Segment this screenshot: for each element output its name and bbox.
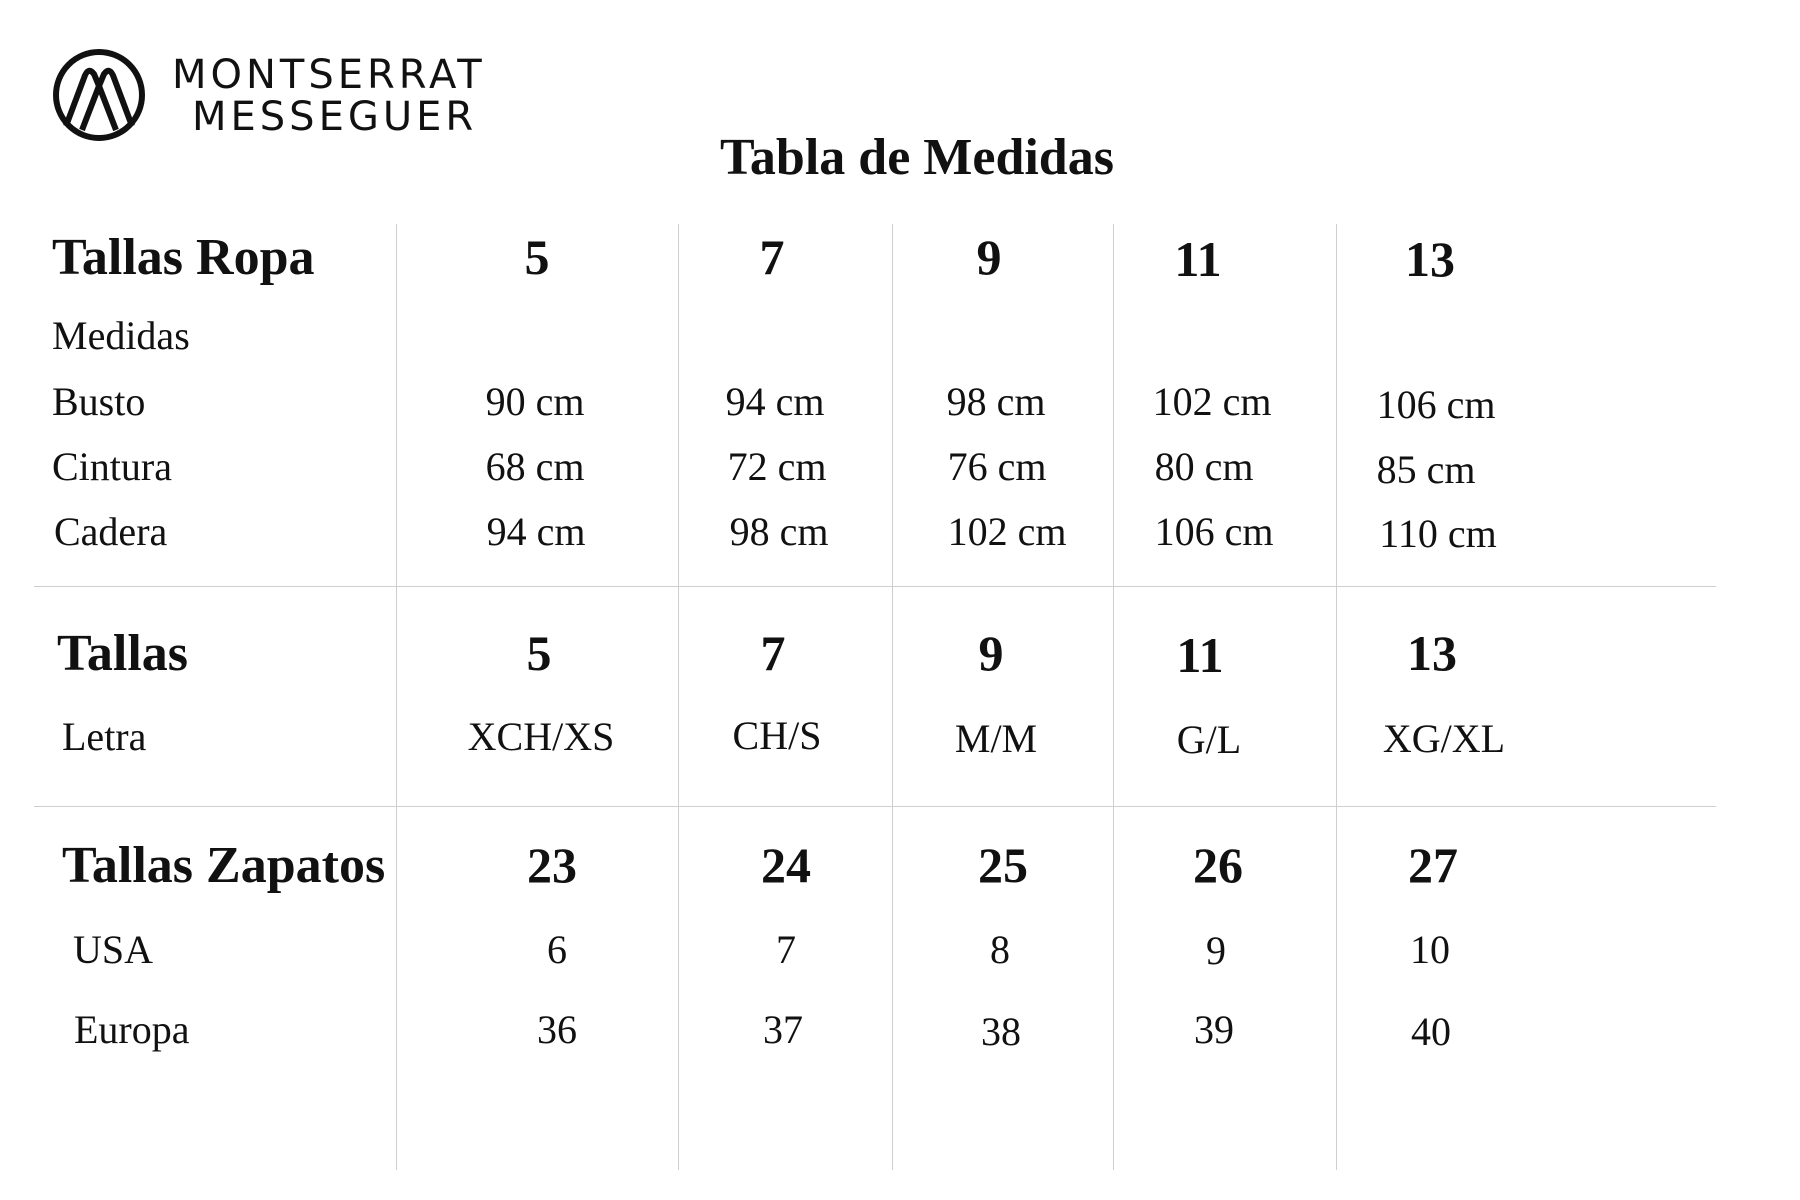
divider-h1 xyxy=(34,586,1716,587)
europa-value-3: 38 xyxy=(981,1009,1021,1054)
cadera-value-2: 98 cm xyxy=(729,509,829,554)
letra-size-2: 7 xyxy=(760,625,786,681)
cintura-value-1: 68 cm xyxy=(485,444,585,489)
ropa-size-2: 7 xyxy=(759,229,785,285)
letra-heading: Tallas xyxy=(57,625,189,682)
busto-value-4: 102 cm xyxy=(1152,379,1272,424)
usa-value-3: 8 xyxy=(990,927,1010,972)
usa-value-4: 9 xyxy=(1206,928,1226,973)
medidas-label: Medidas xyxy=(52,313,190,358)
brand-name xyxy=(172,54,486,138)
cintura-label: Cintura xyxy=(52,444,172,489)
letra-value-4: G/L xyxy=(1176,717,1242,762)
cintura-value-2: 72 cm xyxy=(727,444,827,489)
letra-size-1: 5 xyxy=(526,625,552,681)
europa-value-1: 36 xyxy=(537,1007,577,1052)
zapatos-heading: Tallas Zapatos xyxy=(62,837,386,894)
cadera-value-3: 102 cm xyxy=(947,509,1067,554)
zapatos-size-1: 23 xyxy=(527,837,577,893)
ropa-size-1: 5 xyxy=(524,229,550,285)
logo xyxy=(52,48,146,142)
ropa-size-4: 11 xyxy=(1174,231,1222,287)
usa-value-2: 7 xyxy=(776,927,796,972)
europa-label: Europa xyxy=(74,1007,190,1052)
cintura-value-4: 80 cm xyxy=(1154,444,1254,489)
busto-value-5: 106 cm xyxy=(1376,382,1496,427)
zapatos-size-4: 26 xyxy=(1193,837,1243,893)
cadera-value-4: 106 cm xyxy=(1154,509,1274,554)
cadera-label: Cadera xyxy=(54,509,168,554)
usa-value-1: 6 xyxy=(547,927,567,972)
letra-size-5: 13 xyxy=(1407,625,1457,681)
busto-value-1: 90 cm xyxy=(485,379,585,424)
page-title: Tabla de Medidas xyxy=(720,129,1114,186)
cadera-value-1: 94 cm xyxy=(486,509,586,554)
zapatos-size-5: 27 xyxy=(1408,837,1458,893)
divider-v1 xyxy=(396,224,397,1170)
divider-v2 xyxy=(678,224,679,1170)
europa-value-2: 37 xyxy=(763,1007,803,1052)
letra-value-5: XG/XL xyxy=(1382,716,1506,761)
zapatos-size-2: 24 xyxy=(761,837,811,893)
mm-monogram-icon xyxy=(52,48,146,142)
cintura-value-3: 76 cm xyxy=(947,444,1047,489)
letra-size-4: 11 xyxy=(1176,627,1224,683)
divider-v3 xyxy=(892,224,893,1170)
letra-size-3: 9 xyxy=(978,625,1004,681)
usa-label: USA xyxy=(73,927,154,972)
busto-label: Busto xyxy=(52,379,146,424)
cintura-value-5: 85 cm xyxy=(1376,447,1476,492)
cadera-value-5: 110 cm xyxy=(1379,511,1497,556)
brand-line1: MONTSERRAT xyxy=(172,52,486,98)
letra-value-3: M/M xyxy=(954,716,1038,761)
ropa-size-3: 9 xyxy=(976,229,1002,285)
ropa-size-5: 13 xyxy=(1405,231,1455,287)
europa-value-4: 39 xyxy=(1194,1007,1234,1052)
europa-value-5: 40 xyxy=(1411,1009,1451,1054)
letra-value-2: CH/S xyxy=(732,713,822,758)
letra-label: Letra xyxy=(62,714,147,759)
busto-value-2: 94 cm xyxy=(725,379,825,424)
brand-line2: MESSEGUER xyxy=(192,94,478,140)
busto-value-3: 98 cm xyxy=(946,379,1046,424)
letra-value-1: XCH/XS xyxy=(467,714,615,759)
usa-value-5: 10 xyxy=(1410,927,1450,972)
zapatos-size-3: 25 xyxy=(978,837,1028,893)
ropa-heading: Tallas Ropa xyxy=(52,229,315,286)
divider-h2 xyxy=(34,806,1716,807)
